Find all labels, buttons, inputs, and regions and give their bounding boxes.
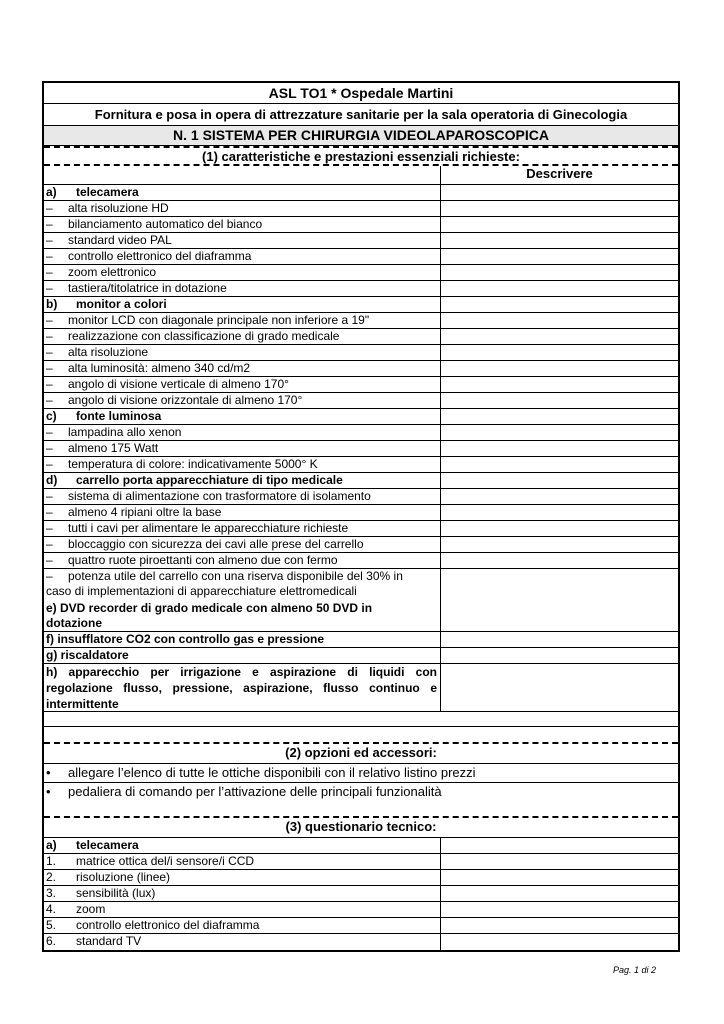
bullet-icon: • — [46, 784, 51, 799]
describe-cell[interactable] — [441, 265, 678, 280]
question-row — [44, 902, 678, 918]
describe-cell[interactable] — [441, 569, 678, 601]
requirement-e — [44, 601, 678, 632]
requirement-h — [44, 664, 678, 712]
dash-marker: – — [46, 361, 53, 375]
question-number: 1. — [46, 854, 57, 868]
dash-marker: – — [46, 281, 53, 295]
describe-cell[interactable] — [441, 361, 678, 376]
dash-marker: – — [46, 505, 53, 519]
dash-marker: – — [46, 537, 53, 551]
requirement-e-text: e) DVD recorder di grado medicale con almeno 50 DVD in — [46, 601, 373, 615]
page-number: Pag. 1 di 2 — [612, 965, 656, 975]
requirement-row — [44, 329, 678, 345]
section3-title: (3) questionario tecnico: — [44, 818, 678, 838]
describe-cell[interactable] — [441, 329, 678, 344]
requirement-item: alta luminosità: almeno 340 cd/m2 — [68, 361, 251, 375]
describe-cell[interactable] — [441, 393, 678, 408]
question-number: 5. — [46, 918, 57, 932]
requirement-row — [44, 201, 678, 217]
requirement-row — [44, 441, 678, 457]
questionnaire-group-a — [44, 838, 678, 854]
requirement-row — [44, 537, 678, 553]
option-item — [44, 764, 678, 783]
group-marker: a) — [46, 838, 57, 852]
requirement-item: almeno 175 Watt — [68, 441, 159, 455]
question-number: 2. — [46, 870, 57, 884]
describe-cell[interactable] — [441, 489, 678, 504]
group-marker: d) — [46, 473, 58, 487]
describe-cell[interactable] — [441, 233, 678, 248]
describe-cell[interactable] — [441, 854, 678, 869]
requirement-row — [44, 521, 678, 537]
procurement-subtitle: Fornitura e posa in opera di attrezzature sanitarie per la sala operatoria di Ginecologia — [44, 104, 678, 126]
describe-cell[interactable] — [441, 313, 678, 328]
question-row — [44, 934, 678, 950]
group-marker: a) — [46, 185, 57, 199]
dash-marker: – — [46, 441, 53, 455]
requirement-item: quattro ruote piroettanti con almeno due con fermo — [68, 553, 338, 567]
requirement-row — [44, 457, 678, 473]
requirement-item: sistema di alimentazione con trasformatore di isolamento — [68, 489, 371, 503]
requirement-item: bloccaggio con sicurezza dei cavi alle prese del carrello — [68, 537, 364, 551]
dash-marker: – — [46, 233, 53, 247]
describe-cell[interactable] — [441, 457, 678, 472]
describe-cell[interactable] — [441, 521, 678, 536]
requirement-row — [44, 345, 678, 361]
requirement-row — [44, 425, 678, 441]
dash-marker: – — [46, 265, 53, 279]
question-row — [44, 886, 678, 902]
dash-marker: – — [46, 345, 53, 359]
requirement-row — [44, 281, 678, 297]
bullet-icon: • — [46, 765, 51, 780]
dash-marker: – — [46, 489, 53, 503]
requirement-e-text-cont: dotazione — [46, 616, 102, 630]
requirement-group — [44, 185, 678, 201]
requirement-item: tutti i cavi per alimentare le apparecchiature richieste — [68, 521, 349, 535]
requirement-f-text: f) insufflatore CO2 con controllo gas e pressione — [44, 632, 441, 647]
group-label: carrello porta apparecchiature di tipo medicale — [76, 473, 343, 487]
describe-cell[interactable] — [441, 217, 678, 232]
describe-cell[interactable] — [441, 297, 678, 312]
page-title: ASL TO1 * Ospedale Martini — [44, 83, 678, 104]
requirement-item: temperatura di colore: indicativamente 5000° K — [68, 457, 318, 471]
spacer-row — [44, 712, 678, 727]
describe-cell[interactable] — [441, 441, 678, 456]
form-sheet — [42, 81, 680, 952]
requirement-row — [44, 393, 678, 409]
requirement-group — [44, 297, 678, 313]
describe-cell[interactable] — [441, 648, 678, 663]
requirement-row — [44, 217, 678, 233]
dash-marker: – — [46, 313, 53, 327]
describe-cell[interactable] — [441, 870, 678, 885]
dash-marker: – — [46, 329, 53, 343]
describe-cell[interactable] — [441, 249, 678, 264]
requirement-row — [44, 377, 678, 393]
requirement-group — [44, 409, 678, 425]
requirement-row — [44, 489, 678, 505]
requirement-item: lampadina allo xenon — [68, 425, 182, 439]
group-label: fonte luminosa — [76, 409, 162, 423]
group-marker: c) — [46, 409, 57, 423]
dash-marker: – — [46, 201, 53, 215]
requirement-item: angolo di visione verticale di almeno 170° — [68, 377, 289, 391]
question-text: standard TV — [76, 934, 142, 948]
describe-cell[interactable] — [441, 886, 678, 901]
requirement-item: zoom elettronico — [68, 265, 157, 279]
describe-cell[interactable] — [441, 281, 678, 296]
requirement-row — [44, 265, 678, 281]
question-text: risoluzione (linee) — [76, 870, 171, 884]
question-text: matrice ottica del/i sensore/i CCD — [76, 854, 255, 868]
requirement-row — [44, 553, 678, 569]
requirement-row — [44, 505, 678, 521]
requirement-item: realizzazione con classificazione di grado medicale — [68, 329, 340, 343]
requirement-row — [44, 361, 678, 377]
spacer-row — [44, 727, 678, 744]
requirement-row — [44, 313, 678, 329]
group-marker: b) — [46, 297, 58, 311]
dash-marker: – — [46, 217, 53, 231]
requirement-g — [44, 648, 678, 664]
requirement-item: standard video PAL — [68, 233, 172, 247]
requirement-f — [44, 632, 678, 648]
describe-cell[interactable] — [441, 601, 678, 631]
dash-marker: – — [46, 377, 53, 391]
requirement-item-cont: caso di implementazioni di apparecchiature elettromedicali — [46, 584, 357, 598]
describe-cell[interactable] — [441, 632, 678, 647]
describe-cell[interactable] — [441, 201, 678, 216]
describe-cell[interactable] — [441, 185, 678, 200]
requirement-item: controllo elettronico del diaframma — [68, 249, 252, 263]
dash-marker: – — [46, 393, 53, 407]
describe-cell[interactable] — [441, 425, 678, 440]
requirement-row — [44, 569, 678, 601]
group-label: monitor a colori — [76, 297, 167, 311]
dash-marker: – — [46, 569, 53, 583]
question-number: 6. — [46, 934, 57, 948]
describe-cell[interactable] — [441, 345, 678, 360]
describe-cell[interactable] — [441, 934, 678, 950]
requirement-item: potenza utile del carrello con una riserva disponibile del 30% in — [68, 569, 403, 583]
requirement-item: alta risoluzione HD — [68, 201, 169, 215]
requirement-g-text: g) riscaldatore — [44, 648, 441, 663]
requirement-item: almeno 4 ripiani oltre la base — [68, 505, 222, 519]
describe-column-header: Descrivere — [526, 166, 593, 181]
column-header-row — [44, 166, 678, 185]
describe-cell[interactable] — [441, 409, 678, 424]
question-row — [44, 918, 678, 934]
requirement-item: tastiera/titolatrice in dotazione — [68, 281, 227, 295]
dash-marker: – — [46, 457, 53, 471]
requirement-item: alta risoluzione — [68, 345, 149, 359]
dash-marker: – — [46, 521, 53, 535]
requirement-h-text: h) apparecchio per irrigazione e aspirazione di liquidi con regolazione flusso, pressione, aspirazione, flusso continuo e intermittente — [44, 664, 441, 711]
requirement-row — [44, 233, 678, 249]
describe-cell[interactable] — [441, 902, 678, 917]
describe-cell[interactable] — [441, 918, 678, 933]
requirement-item: angolo di visione orizzontale di almeno 170° — [68, 393, 303, 407]
dash-marker: – — [46, 425, 53, 439]
section2-title: (2) opzioni ed accessori: — [44, 744, 678, 764]
group-label: telecamera — [76, 838, 139, 852]
requirement-row — [44, 249, 678, 265]
requirement-item: monitor LCD con diagonale principale non inferiore a 19" — [68, 313, 370, 327]
dash-marker: – — [46, 553, 53, 567]
requirement-group — [44, 473, 678, 489]
system-title: N. 1 SISTEMA PER CHIRURGIA VIDEOLAPAROSCOPICA — [44, 126, 678, 146]
option-text: pedaliera di comando per l’attivazione delle principali funzionalità — [68, 784, 442, 799]
describe-cell[interactable] — [441, 537, 678, 552]
question-row — [44, 854, 678, 870]
section1-title: (1) caratteristiche e prestazioni essenziali richieste: — [44, 146, 678, 166]
spacer-row — [44, 802, 678, 818]
question-text: sensibilità (lux) — [76, 886, 156, 900]
describe-cell[interactable] — [441, 664, 678, 711]
question-text: zoom — [76, 902, 106, 916]
describe-cell[interactable] — [441, 553, 678, 568]
dash-marker: – — [46, 249, 53, 263]
group-label: telecamera — [76, 185, 139, 199]
question-text: controllo elettronico del diaframma — [76, 918, 260, 932]
option-item — [44, 783, 678, 802]
question-number: 3. — [46, 886, 57, 900]
describe-cell[interactable] — [441, 473, 678, 488]
question-row — [44, 870, 678, 886]
describe-cell[interactable] — [441, 505, 678, 520]
describe-cell[interactable] — [441, 377, 678, 392]
requirement-item: bilanciamento automatico del bianco — [68, 217, 263, 231]
option-text: allegare l’elenco di tutte le ottiche disponibili con il relativo listino prezzi — [68, 765, 476, 780]
question-number: 4. — [46, 902, 57, 916]
